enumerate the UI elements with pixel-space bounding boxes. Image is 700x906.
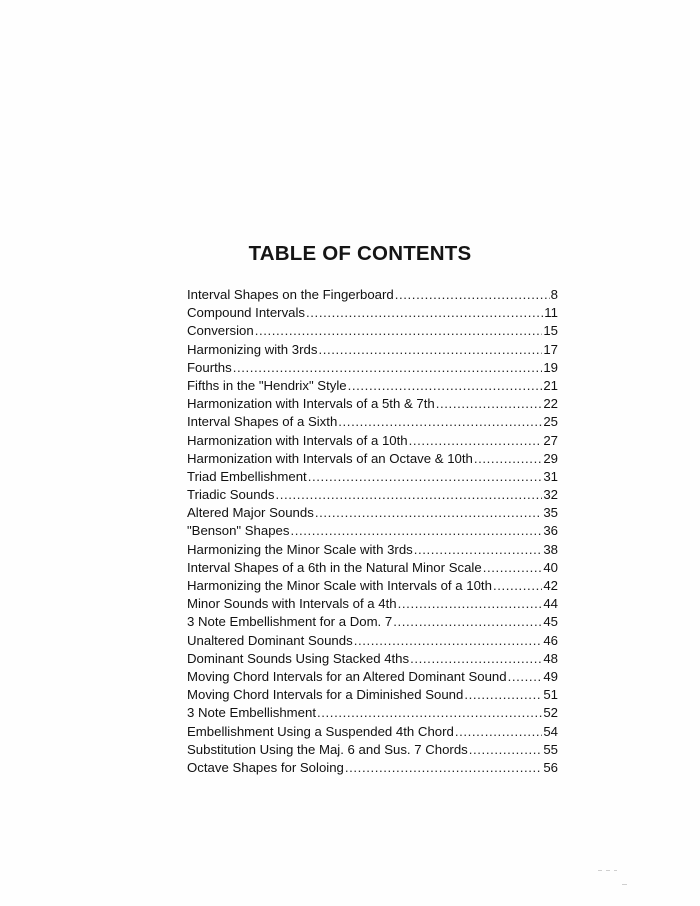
toc-entry-title: Compound Intervals	[187, 305, 306, 321]
dot-leader	[455, 723, 542, 741]
dot-leader	[338, 413, 542, 431]
toc-entry	[187, 650, 558, 668]
toc-entry-page-number: 35	[543, 505, 558, 521]
toc-entry	[187, 432, 558, 450]
dot-leader	[474, 450, 542, 468]
toc-entry-title: Moving Chord Intervals for an Altered Dominant Sound	[187, 668, 507, 684]
toc-entry-title: Harmonization with Intervals of a 10th	[187, 432, 408, 448]
dot-leader	[308, 468, 543, 486]
toc-entry	[187, 704, 558, 722]
page-title: TABLE OF CONTENTS	[248, 242, 472, 265]
toc-entry-page-number: 15	[543, 323, 558, 339]
toc-entry	[187, 522, 558, 540]
dot-leader	[508, 668, 543, 686]
toc-entry	[187, 468, 558, 486]
dot-leader	[493, 577, 542, 595]
toc-entry	[187, 613, 558, 631]
toc-entry-title: Triadic Sounds	[187, 487, 275, 503]
dot-leader	[393, 613, 542, 631]
toc-entry-title: Altered Major Sounds	[187, 505, 314, 521]
toc-entry-page-number: 45	[543, 614, 558, 630]
dot-leader	[398, 595, 543, 613]
scan-speck	[622, 884, 627, 885]
dot-leader	[354, 632, 543, 650]
dot-leader	[306, 304, 543, 322]
dot-leader	[315, 504, 543, 522]
dot-leader	[436, 395, 543, 413]
toc-entry-title: Substitution Using the Maj. 6 and Sus. 7 Chords	[187, 741, 468, 757]
toc-entry	[187, 286, 558, 304]
dot-leader	[318, 341, 542, 359]
toc-entry-title: Minor Sounds with Intervals of a 4th	[187, 596, 397, 612]
toc-entry-title: Triad Embellishment	[187, 468, 307, 484]
toc-entry-page-number: 8	[550, 287, 558, 302]
toc-entry-page-number: 51	[543, 687, 558, 703]
toc-entry-title: Conversion	[187, 323, 254, 339]
dot-leader	[395, 286, 550, 304]
dot-leader	[233, 359, 543, 377]
toc-entry-page-number: 27	[543, 432, 558, 448]
toc-entry-title: Harmonization with Intervals of an Octave & 10th	[187, 450, 473, 466]
toc-entry-page-number: 46	[543, 632, 558, 648]
toc-entry-title: Interval Shapes of a 6th in the Natural Minor Scale	[187, 559, 482, 575]
toc-entry-page-number: 56	[543, 759, 558, 775]
toc-entry-page-number: 36	[543, 523, 558, 539]
toc-entry-title: Harmonizing the Minor Scale with Intervals of a 10th	[187, 578, 492, 593]
toc-entry-title: 3 Note Embellishment for a Dom. 7	[187, 614, 393, 630]
toc-entry	[187, 504, 558, 522]
toc-entry-title: Moving Chord Intervals for a Diminished Sound	[187, 687, 464, 703]
dot-leader	[290, 522, 542, 540]
toc-entry-page-number: 48	[543, 650, 558, 666]
toc-entry	[187, 577, 558, 595]
toc-entry-title: Dominant Sounds Using Stacked 4ths	[187, 650, 410, 666]
toc-entry-page-number: 54	[543, 723, 558, 739]
toc-entry-title: 3 Note Embellishment	[187, 705, 317, 721]
dot-leader	[275, 486, 542, 504]
dot-leader	[348, 377, 543, 395]
toc-entry-page-number: 29	[543, 450, 558, 466]
toc-entry	[187, 395, 558, 413]
dot-leader	[464, 686, 542, 704]
toc-entry-page-number: 40	[543, 559, 558, 575]
toc-entry	[187, 741, 558, 759]
toc-entry-page-number: 19	[543, 359, 558, 375]
toc-entry	[187, 413, 558, 431]
toc-entry-title: Fourths	[187, 359, 232, 375]
toc-entry-title: Unaltered Dominant Sounds	[187, 632, 353, 648]
toc-entry	[187, 686, 558, 704]
toc-entry-page-number: 32	[543, 487, 558, 503]
toc-entry-title: Fifths in the "Hendrix" Style	[187, 377, 347, 393]
toc-entry-page-number: 17	[543, 341, 558, 357]
dot-leader	[414, 541, 543, 559]
dot-leader	[255, 322, 543, 340]
scan-speck	[606, 870, 610, 871]
toc-entry-title: Interval Shapes of a Sixth	[187, 414, 338, 430]
toc-entry	[187, 304, 558, 322]
toc-entry-page-number: 21	[543, 377, 558, 393]
dot-leader	[410, 650, 542, 668]
toc-entry	[187, 486, 558, 504]
dot-leader	[317, 704, 542, 722]
toc-entry-page-number: 31	[543, 468, 558, 484]
toc-entry-title: Harmonizing with 3rds	[187, 341, 318, 357]
toc-entry	[187, 450, 558, 468]
toc-entry-page-number: 49	[543, 668, 558, 684]
dot-leader	[469, 741, 543, 759]
toc-entry-title: Interval Shapes on the Fingerboard	[187, 287, 394, 302]
dot-leader	[409, 432, 543, 450]
dot-leader	[345, 759, 542, 777]
toc-entry	[187, 759, 558, 777]
toc-entry-title: Harmonizing the Minor Scale with 3rds	[187, 541, 413, 557]
toc-entry	[187, 559, 558, 577]
toc-entry	[187, 341, 558, 359]
toc-entry-page-number: 42	[543, 578, 558, 593]
toc-entry-title: Harmonization with Intervals of a 5th & 7th	[187, 396, 435, 412]
toc-entry	[187, 723, 558, 741]
toc-entry	[187, 668, 558, 686]
toc-entry-page-number: 44	[543, 596, 558, 612]
scan-speck	[614, 870, 617, 871]
toc-entry-title: Embellishment Using a Suspended 4th Chord	[187, 723, 454, 739]
toc-entry	[187, 377, 558, 395]
toc-entry	[187, 359, 558, 377]
toc-list	[187, 286, 558, 777]
toc-entry	[187, 322, 558, 340]
toc-entry-page-number: 55	[543, 741, 558, 757]
toc-entry-title: "Benson" Shapes	[187, 523, 290, 539]
toc-entry	[187, 541, 558, 559]
dot-leader	[483, 559, 543, 577]
toc-entry-page-number: 11	[544, 305, 558, 321]
toc-entry	[187, 632, 558, 650]
toc-entry-page-number: 52	[543, 705, 558, 721]
toc-entry-page-number: 38	[543, 541, 558, 557]
toc-entry-page-number: 25	[543, 414, 558, 430]
scan-speck	[598, 870, 602, 871]
toc-entry-page-number: 22	[543, 396, 558, 412]
toc-entry-title: Octave Shapes for Soloing	[187, 759, 344, 775]
toc-entry	[187, 595, 558, 613]
